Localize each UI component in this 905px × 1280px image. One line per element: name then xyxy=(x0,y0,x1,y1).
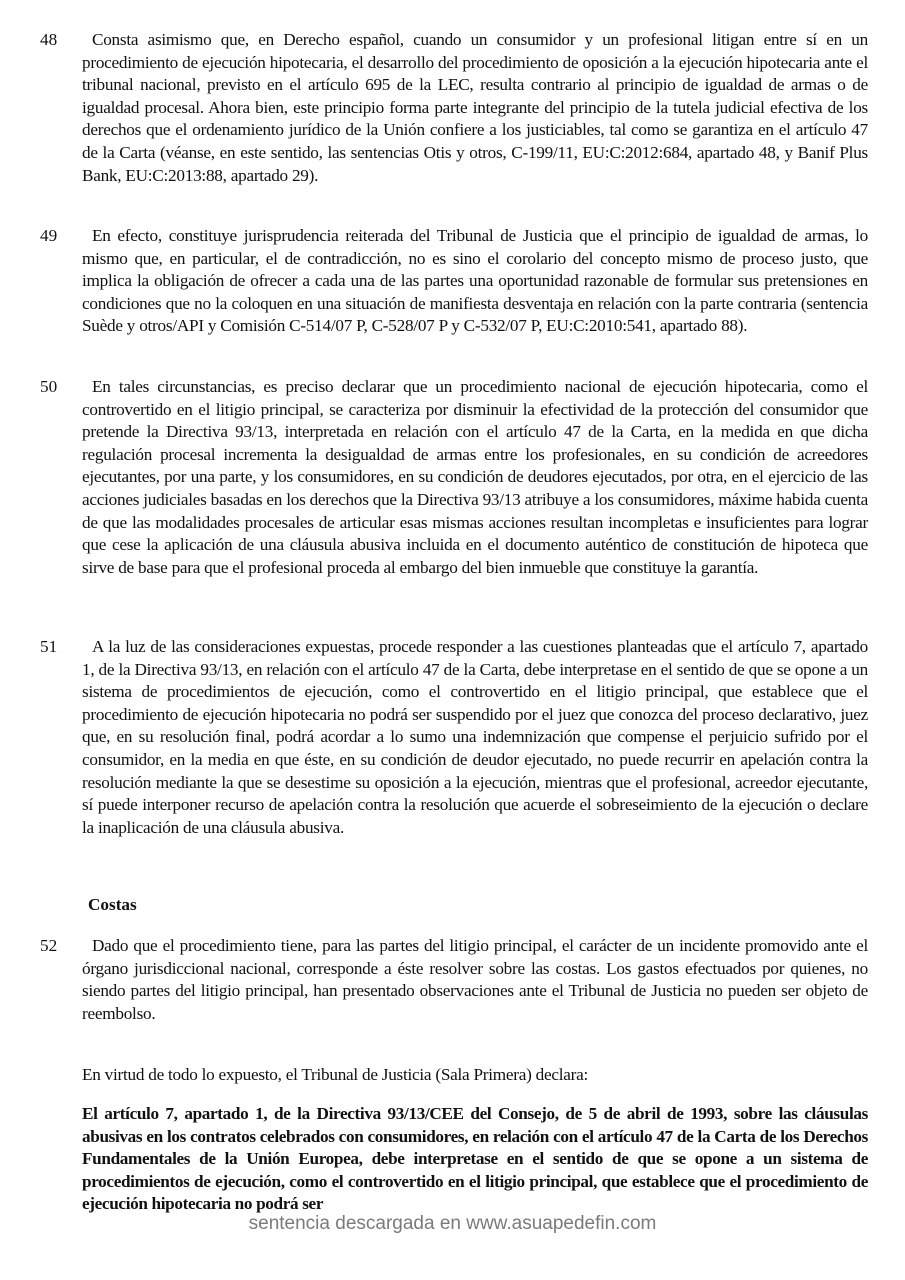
section-heading-costas: Costas xyxy=(88,895,137,914)
paragraph-48 xyxy=(40,29,868,187)
paragraph-text: En efecto, constituye jurisprudencia reiterada del Tribunal de Justicia que el principio de igualdad de armas, lo mismo que, en particular, el de contradicción, no es sino el corolario del concepto mismo de proceso justo, que implica la obligación de ofrecer a cada una de las partes una oportunidad razonable de formular sus pretensiones en condiciones que no la coloquen en una situación de manifiesta desventaja en relación con la parte contraria (sentencia Suède y otros/API y Comisión C‑514/07 P, C‑528/07 P y C‑532/07 P, EU:C:2010:541, apartado 88). xyxy=(82,226,868,336)
paragraph-text: En tales circunstancias, es preciso declarar que un procedimiento nacional de ejecución hipotecaria, como el controvertido en el litigio principal, se caracteriza por disminuir la efectividad de la protección del consumidor que pretende la Directiva 93/13, interpretada en relación con el artículo 47 de la Carta, en la medida en que dicha regulación procesal incrementa la desigualdad de armas entre los profesionales, en su condición de acreedores ejecutantes, por una parte, y los consumidores, en su condición de deudores ejecutados, por otra, en el ejercicio de las acciones judiciales basadas en los derechos que la Directiva 93/13 atribuye a los consumidores, máxime habida cuenta de que las modalidades procesales de articular esas mismas acciones resultan incompletas e insuficientes para lograr que cese la aplicación de una cláusula abusiva incluida en el documento auténtico de constitución de hipoteca que sirve de base para que el profesional proceda al embargo del bien inmueble que constituye la garantía. xyxy=(82,377,868,577)
paragraph-number: 52 xyxy=(40,936,58,955)
paragraph-50 xyxy=(40,376,868,579)
ruling-text: El artículo 7, apartado 1, de la Directiva 93/13/CEE del Consejo, de 5 de abril de 1993, sobre las cláusulas abusivas en los contratos celebrados con consumidores, en relación con el artículo 47 de la Carta de los Derechos Fundamentales de la Unión Europea, debe interpretase en el sentido de que se opone a un sistema de procedimientos de ejecución, como el controvertido en el litigio principal, que establece que el procedimiento de ejecución hipotecaria no podrá ser xyxy=(82,1104,868,1214)
paragraph-text: Dado que el procedimiento tiene, para las partes del litigio principal, el carácter de un incidente promovido ante el órgano jurisdiccional nacional, corresponde a éste resolver sobre las costas. Los gastos efectuados por quienes, no siendo partes del litigio principal, han presentado observaciones ante el Tribunal de Justicia no pueden ser objeto de reembolso. xyxy=(82,936,868,1023)
paragraph-number: 49 xyxy=(40,226,58,245)
paragraph-text: Consta asimismo que, en Derecho español, cuando un consumidor y un profesional litigan entre sí en un procedimiento de ejecución hipotecaria, el desarrollo del procedimiento de oposición a la ejecución hipotecaria ante el tribunal nacional, previsto en el artículo 695 de la LEC, resulta contrario al principio de igualdad de armas o de igualdad procesal. Ahora bien, este principio forma parte integrante del principio de la tutela judicial efectiva de los derechos que el ordenamiento jurídico de la Unión confiere a los justiciables, tal como se garantiza en el artículo 47 de la Carta (véanse, en este sentido, las sentencias Otis y otros, C‑199/11, EU:C:2012:684, apartado 48, y Banif Plus Bank, EU:C:2013:88, apartado 29). xyxy=(82,30,868,185)
paragraph-number: 51 xyxy=(40,637,58,656)
paragraph-number: 50 xyxy=(40,377,58,396)
footer-watermark: sentencia descargada en www.asuapedefin.com xyxy=(248,1213,657,1234)
paragraph-51 xyxy=(40,636,868,839)
paragraph-text: A la luz de las consideraciones expuestas, procede responder a las cuestiones planteadas que el artículo 7, apartado 1, de la Directiva 93/13, en relación con el artículo 47 de la Carta, debe interpretase en el sentido de que se opone a un sistema de procedimientos de ejecución, como el controvertido en el litigio principal, que establece que el procedimiento de ejecución hipotecaria no podrá ser suspendido por el juez que conozca del proceso declarativo, juez que, en su resolución final, podrá acordar a lo sumo una indemnización que compense el perjuicio sufrido por el consumidor, en la media en que éste, en su condición de deudor ejecutado, no puede recurrir en apelación contra la resolución mediante la que se desestime su oposición a la ejecución, mientras que el profesional, acreedor ejecutante, sí puede interponer recurso de apelación contra la resolución que acuerde el sobreseimiento de la ejecución o declare la inaplicación de una cláusula abusiva. xyxy=(82,637,868,837)
declaration-intro: En virtud de todo lo expuesto, el Tribunal de Justicia (Sala Primera) declara: xyxy=(82,1065,589,1084)
paragraph-52 xyxy=(40,935,868,1025)
paragraph-number: 48 xyxy=(40,30,58,49)
paragraph-49 xyxy=(40,225,868,338)
